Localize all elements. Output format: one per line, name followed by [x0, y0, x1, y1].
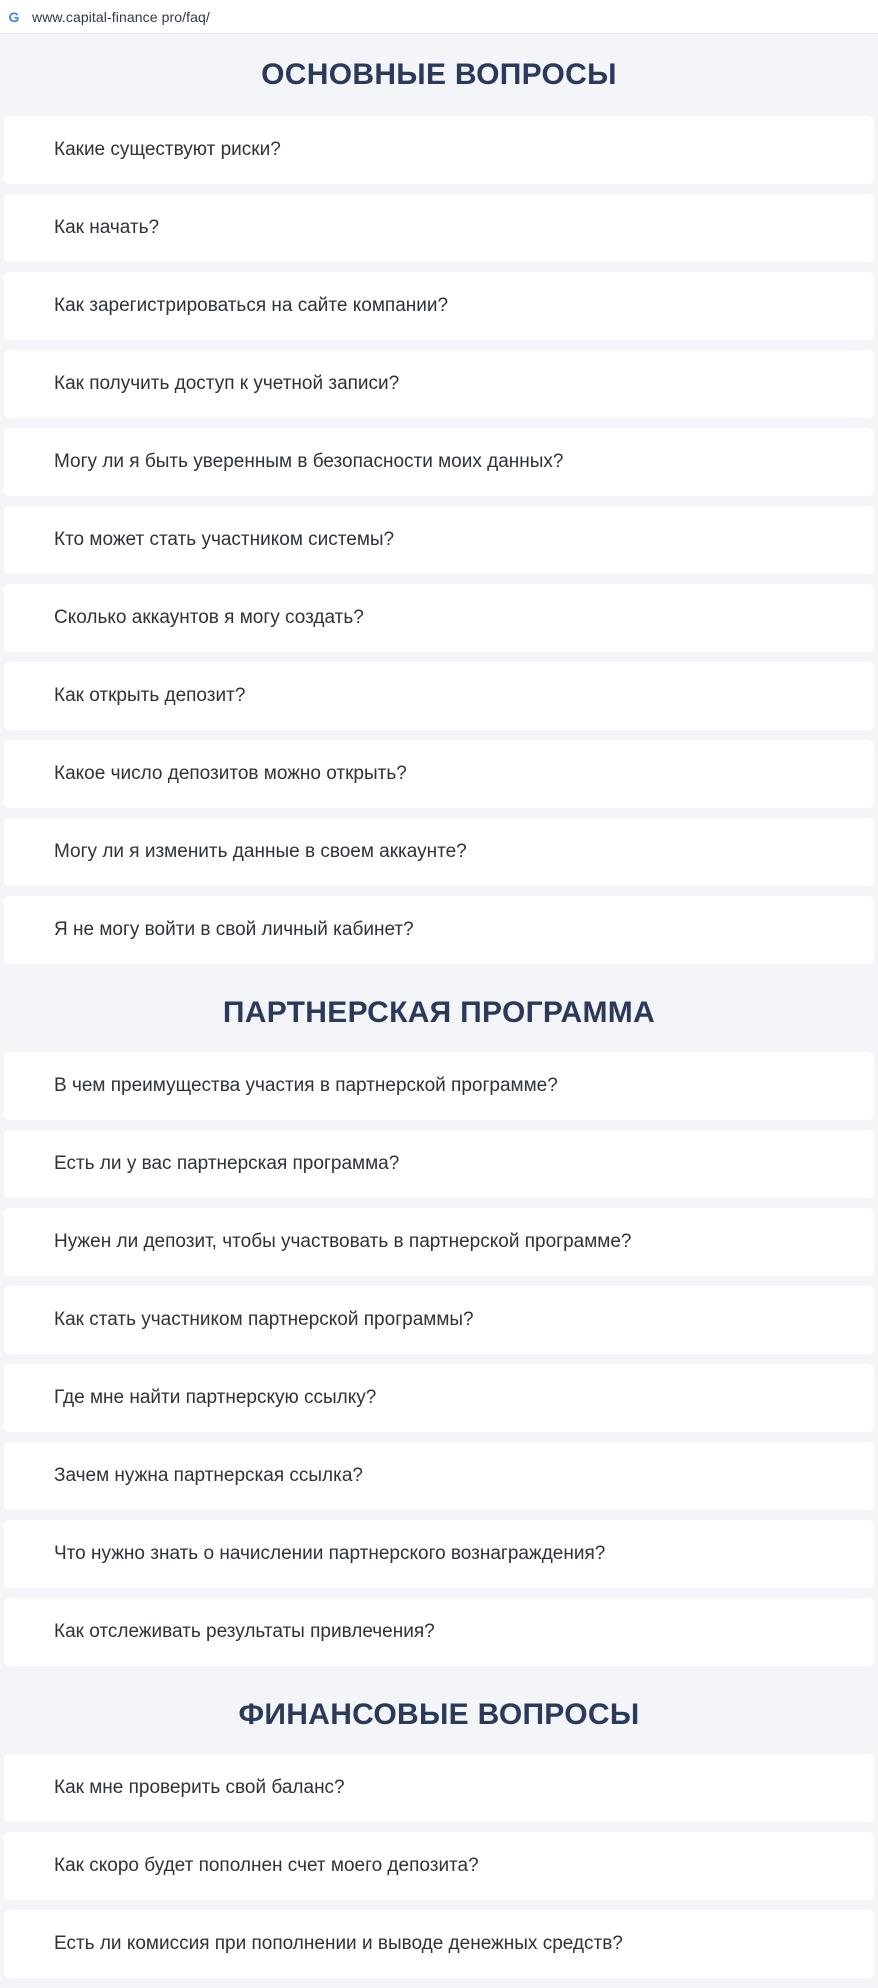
faq-item[interactable]: Есть ли комиссия при пополнении и выводе денежных средств? [4, 1910, 874, 1978]
faq-item[interactable]: Я не могу войти в свой личный кабинет? [4, 896, 874, 964]
faq-item[interactable]: Как скоро будет пополнен счет моего депозита? [4, 1832, 874, 1900]
faq-item[interactable]: В чем преимущества участия в партнерской программе? [4, 1052, 874, 1120]
url-text[interactable]: www.capital-finance pro/faq/ [32, 8, 210, 25]
faq-item[interactable]: Сколько аккаунтов я могу создать? [4, 584, 874, 652]
google-icon: G [8, 8, 20, 25]
faq-item[interactable]: Могу ли я быть уверенным в безопасности моих данных? [4, 428, 874, 496]
section-title-finance: ФИНАНСОВЫЕ ВОПРОСЫ [238, 1698, 640, 1731]
faq-list-partner [0, 1052, 874, 1666]
faq-item[interactable]: Что нужно знать о начислении партнерского вознаграждения? [4, 1520, 874, 1588]
faq-item[interactable]: Кто может стать участником системы? [4, 506, 874, 574]
faq-item[interactable]: Как отслеживать результаты привлечения? [4, 1598, 874, 1666]
faq-list-finance [0, 1754, 874, 1978]
faq-list-basic [0, 116, 874, 964]
address-bar[interactable] [0, 0, 878, 34]
faq-item[interactable]: Где мне найти партнерскую ссылку? [4, 1364, 874, 1432]
faq-page [0, 34, 878, 1988]
faq-item[interactable]: Зачем нужна партнерская ссылка? [4, 1442, 874, 1510]
faq-item[interactable]: Как начать? [4, 194, 874, 262]
faq-item[interactable]: Как мне проверить свой баланс? [4, 1754, 874, 1822]
section-title-partner: ПАРТНЕРСКАЯ ПРОГРАММА [222, 996, 656, 1029]
faq-item[interactable]: Какое число депозитов можно открыть? [4, 740, 874, 808]
section-title-basic: ОСНОВНЫЕ ВОПРОСЫ [261, 58, 617, 91]
faq-item[interactable]: Как стать участником партнерской программы? [4, 1286, 874, 1354]
faq-item[interactable]: Как открыть депозит? [4, 662, 874, 730]
faq-item[interactable]: Есть ли у вас партнерская программа? [4, 1130, 874, 1198]
faq-item[interactable]: Могу ли я изменить данные в своем аккаунте? [4, 818, 874, 886]
faq-item[interactable]: Как получить доступ к учетной записи? [4, 350, 874, 418]
faq-item[interactable]: Какие существуют риски? [4, 116, 874, 184]
faq-item[interactable]: Нужен ли депозит, чтобы участвовать в партнерской программе? [4, 1208, 874, 1276]
faq-item[interactable]: Как зарегистрироваться на сайте компании? [4, 272, 874, 340]
